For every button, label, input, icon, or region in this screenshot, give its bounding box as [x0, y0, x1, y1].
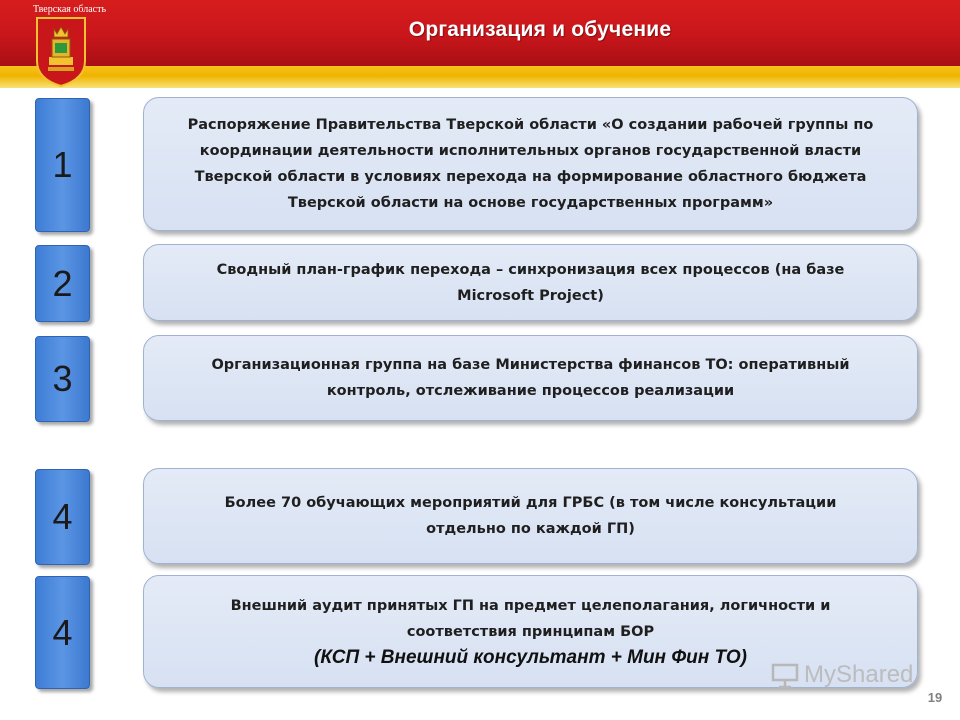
region-name: Тверская область [33, 4, 107, 15]
watermark [770, 658, 930, 692]
item-box-4 [143, 468, 918, 564]
header-gold-stripe [0, 66, 960, 88]
item-text: Сводный план-график перехода – синхронизация всех процессов (на базе Microsoft Project) [216, 261, 845, 304]
item-number-2 [35, 245, 90, 322]
page-number: 19 [927, 690, 943, 705]
item-text: Более 70 обучающих мероприятий для ГРБС (в том числе консультации отдельно по каждой ГП) [224, 495, 837, 537]
presentation-icon [770, 660, 800, 690]
page-title: Организация и обучение [408, 18, 672, 41]
item-number-label: 3 [52, 358, 73, 399]
item-text: Организационная группа на базе Министерства финансов ТО: оперативный контроль, отслеживание процессов реализации [211, 357, 850, 399]
item-box-1 [143, 97, 918, 231]
item-number-label: 4 [52, 496, 73, 537]
item-number-label: 1 [52, 144, 73, 185]
item-text: Распоряжение Правительства Тверской области «О создании рабочей группы по координации деятельности исполнительных органов государственной власти Тверской области в условиях перехода на формирование областного бюджета Тверской области на основе государственных программ» [187, 117, 874, 211]
item-number-3 [35, 336, 90, 422]
item-number-1 [35, 98, 90, 232]
item-box-3 [143, 335, 918, 421]
item-number-label: 2 [52, 262, 73, 304]
item-text: Внешний аудит принятых ГП на предмет целеполагания, логичности и соответствия принципам БОР [230, 597, 831, 640]
item-number-4 [35, 469, 90, 565]
item-subtext: (КСП + Внешний консультант + Мин Фин ТО) [314, 646, 747, 668]
item-number-5 [35, 576, 90, 689]
item-box-2 [143, 244, 918, 321]
watermark-text: MyShared [804, 661, 914, 688]
item-number-label: 4 [52, 611, 73, 653]
coat-of-arms-icon [36, 17, 86, 87]
